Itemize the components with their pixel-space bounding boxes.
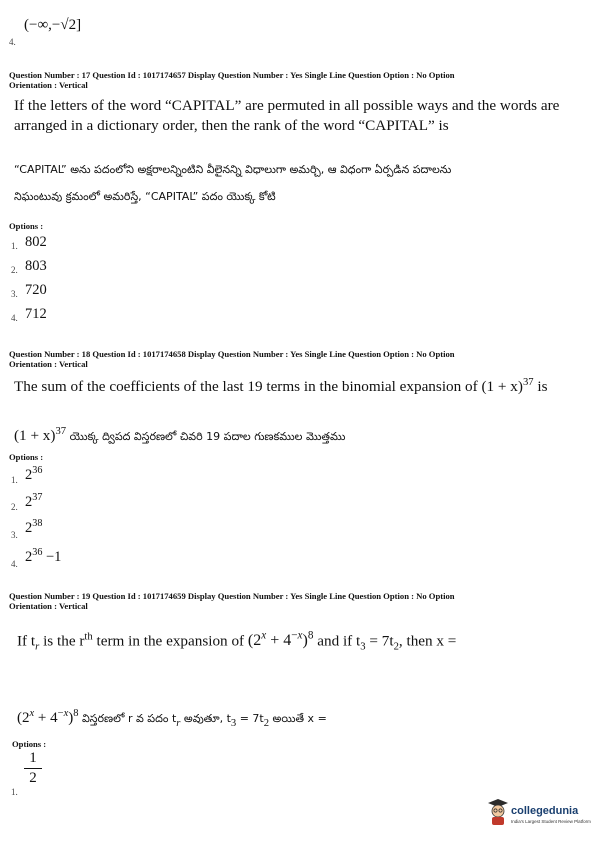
- question-meta: Question Number : 17 Question Id : 1017174657 Display Question Number : Yes Single Line Question Option : No Option: [9, 70, 455, 80]
- math-expression: $(2^x + 4^{-x})^8$: [17, 708, 79, 726]
- option-value: 803: [25, 258, 47, 274]
- question-orientation: Orientation : Vertical: [9, 359, 88, 369]
- question-text-part: The sum of the coefficients of the last 19 terms in the binomial expansion of: [14, 378, 478, 396]
- option-value: [25, 518, 42, 537]
- option-base: 2: [25, 519, 33, 536]
- option-number: 4.: [11, 559, 18, 569]
- math-exponent: 37: [522, 377, 534, 388]
- question-text-part: = 7t: [365, 632, 394, 650]
- question-text-telugu: $(2^x + 4^{-x})^8$ విస్తరణలో r వ పదం $t_r$ అవుతూ, $t_3 = 7t_2$ అయితే x =: [17, 708, 327, 730]
- math-exponent: 37: [55, 426, 67, 437]
- options-label: Options :: [9, 452, 44, 462]
- question-text-part: అవుతూ, t: [180, 712, 231, 725]
- fraction-denominator: 2: [29, 770, 37, 786]
- option-number: 1.: [11, 475, 18, 485]
- option-base: 2: [25, 548, 33, 565]
- question-text-part: యొక్క ద్విపద విస్తరణలో చివరి 19 పదాల గుణకముల మొత్తము: [66, 430, 346, 444]
- option-fraction: [24, 750, 42, 787]
- question-text-part: = 7t: [236, 712, 264, 725]
- graduate-mascot-icon: [487, 796, 509, 826]
- option-exponent: 37: [32, 492, 43, 503]
- option-number: 2.: [11, 502, 18, 512]
- option-number: 1.: [11, 241, 18, 251]
- option-value: 802: [25, 234, 47, 250]
- math-expression: (1 + x): [14, 427, 56, 445]
- collegedunia-logo: [487, 796, 591, 830]
- option-exponent: 36: [32, 547, 43, 558]
- question-text-part: is: [533, 378, 548, 396]
- math-expression: (1 + x): [481, 378, 523, 396]
- question-text-english: arranged in a dictionary order, then the rank of the word “CAPITAL” is: [14, 117, 449, 134]
- question-text-part: If t: [17, 632, 36, 650]
- option-value: [25, 547, 61, 566]
- option-value: 720: [25, 282, 47, 298]
- math-expression: $(2^x + 4^{-x})^8$: [247, 630, 314, 650]
- question-text-part: and if t: [313, 632, 361, 650]
- option-value: (−∞,−√2]: [24, 17, 82, 33]
- option-exponent: 36: [32, 465, 43, 476]
- question-orientation: Orientation : Vertical: [9, 80, 88, 90]
- question-text-part: is the r: [39, 632, 85, 650]
- question-text-telugu: [14, 422, 345, 446]
- question-text-english: If $t_r$ is the $r^{th}$ term in the expansion of $(2^x + 4^{-x})^8$ and if $t_3 = 7t_2$, then x =: [17, 630, 457, 653]
- fraction-numerator: 1: [29, 750, 37, 766]
- question-text-part: term in the expansion of: [92, 632, 248, 650]
- question-text-telugu: “CAPITAL” అను పదంలోని అక్షరాలన్నింటిని వీలైనన్ని విధాలుగా అమర్చి, ఆ విధంగా ఏర్పడిన పదాలను: [14, 163, 452, 176]
- question-meta: Question Number : 19 Question Id : 1017174659 Display Question Number : Yes Single Line Question Option : No Option: [9, 591, 455, 601]
- option-base: 2: [25, 493, 33, 510]
- question-text-part: అయితే x =: [269, 712, 327, 725]
- question-text-telugu: నిఘంటువు క్రమంలో అమరిస్తే, “CAPITAL” పదం యొక్క కోటి: [14, 190, 276, 203]
- option-number: 3.: [11, 289, 18, 299]
- option-number: 4.: [11, 313, 18, 323]
- question-meta: Question Number : 18 Question Id : 1017174658 Display Question Number : Yes Single Line Question Option : No Option: [9, 349, 455, 359]
- logo-tagline: India's Largest Student Review Platform: [511, 819, 591, 824]
- option-value: 712: [25, 306, 47, 322]
- option-value: [25, 465, 42, 484]
- fraction-bar: [24, 768, 42, 769]
- option-value: [25, 492, 42, 511]
- options-label: Options :: [12, 739, 47, 749]
- question-text-english: [14, 373, 548, 397]
- question-orientation: Orientation : Vertical: [9, 601, 88, 611]
- option-base: 2: [25, 466, 33, 483]
- option-number: 3.: [11, 530, 18, 540]
- option-number: 4.: [9, 37, 16, 47]
- options-label: Options :: [9, 221, 44, 231]
- option-number: 1.: [11, 787, 18, 797]
- question-text-english: If the letters of the word “CAPITAL” are permuted in all possible ways and the words are: [14, 97, 560, 114]
- question-text-part: విస్తరణలో r వ పదం t: [78, 712, 177, 725]
- logo-name: collegedunia: [511, 805, 579, 817]
- option-exponent: 38: [32, 518, 43, 529]
- option-suffix: −1: [42, 548, 62, 565]
- option-number: 2.: [11, 265, 18, 275]
- question-text-part: , then x =: [398, 632, 457, 650]
